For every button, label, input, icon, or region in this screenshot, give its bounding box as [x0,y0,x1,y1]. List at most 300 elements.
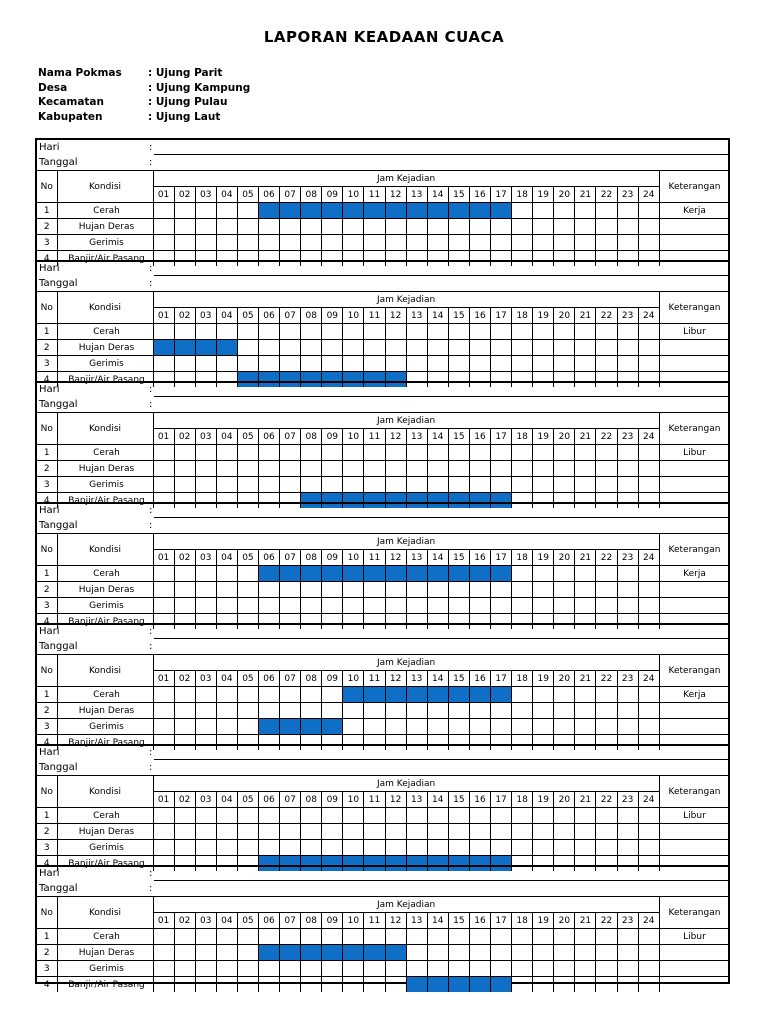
hour-cell[interactable] [364,840,385,856]
hour-cell[interactable] [237,945,258,961]
hour-cell[interactable] [575,477,596,493]
hour-cell-filled[interactable] [406,203,427,219]
hour-cell[interactable] [280,445,301,461]
hour-cell[interactable] [343,461,364,477]
hour-cell[interactable] [596,840,617,856]
hour-cell[interactable] [533,977,554,993]
hour-cell-filled[interactable] [301,945,322,961]
hour-cell[interactable] [153,582,174,598]
hour-cell-filled[interactable] [427,687,448,703]
keterangan-cell[interactable] [659,598,729,614]
hour-cell[interactable] [258,977,279,993]
hour-cell[interactable] [364,219,385,235]
hour-cell-filled[interactable] [469,566,490,582]
hour-cell[interactable] [216,824,237,840]
hour-cell[interactable] [427,235,448,251]
hour-cell[interactable] [638,824,659,840]
hour-cell[interactable] [195,219,216,235]
hour-cell[interactable] [617,461,638,477]
hour-cell[interactable] [343,961,364,977]
hour-cell[interactable] [385,324,406,340]
hour-cell[interactable] [512,598,533,614]
hour-cell[interactable] [174,824,195,840]
hour-cell[interactable] [596,340,617,356]
hour-cell[interactable] [427,961,448,977]
hour-cell[interactable] [280,808,301,824]
hour-cell[interactable] [174,808,195,824]
hour-cell-filled[interactable] [301,566,322,582]
hour-cell[interactable] [364,703,385,719]
hour-cell[interactable] [575,929,596,945]
hour-cell[interactable] [617,703,638,719]
hour-cell[interactable] [322,598,343,614]
hour-cell[interactable] [638,703,659,719]
hour-cell[interactable] [322,824,343,840]
hour-cell[interactable] [554,477,575,493]
hour-cell[interactable] [237,687,258,703]
hour-cell[interactable] [258,582,279,598]
hour-cell[interactable] [301,840,322,856]
hour-cell[interactable] [617,445,638,461]
hour-cell[interactable] [533,445,554,461]
hour-cell[interactable] [385,703,406,719]
hour-cell[interactable] [322,356,343,372]
hour-cell[interactable] [343,340,364,356]
hour-cell[interactable] [153,703,174,719]
hour-cell[interactable] [322,477,343,493]
hour-cell[interactable] [512,945,533,961]
hour-cell[interactable] [448,356,469,372]
hour-cell[interactable] [216,324,237,340]
hour-cell[interactable] [448,719,469,735]
hour-cell[interactable] [343,703,364,719]
hour-cell[interactable] [258,824,279,840]
hour-cell-filled[interactable] [385,203,406,219]
keterangan-cell[interactable]: Libur [659,445,729,461]
hour-cell[interactable] [237,461,258,477]
hour-cell[interactable] [216,840,237,856]
hour-cell[interactable] [195,356,216,372]
hour-cell[interactable] [575,808,596,824]
hour-cell[interactable] [322,687,343,703]
hour-cell[interactable] [322,808,343,824]
hour-cell[interactable] [322,840,343,856]
hour-cell-filled[interactable] [491,687,512,703]
hour-cell[interactable] [533,703,554,719]
hour-cell[interactable] [448,961,469,977]
hour-cell[interactable] [617,324,638,340]
hour-cell[interactable] [512,356,533,372]
hour-cell[interactable] [216,356,237,372]
hour-cell[interactable] [343,582,364,598]
hour-cell[interactable] [216,235,237,251]
hour-cell[interactable] [301,961,322,977]
hour-cell[interactable] [153,945,174,961]
hour-cell-filled[interactable] [322,203,343,219]
keterangan-cell[interactable] [659,477,729,493]
hour-cell[interactable] [448,824,469,840]
hour-cell[interactable] [469,445,490,461]
hour-cell[interactable] [406,477,427,493]
hour-cell[interactable] [195,824,216,840]
hour-cell[interactable] [322,977,343,993]
hour-cell[interactable] [174,977,195,993]
hour-cell[interactable] [617,598,638,614]
hour-cell[interactable] [638,582,659,598]
hour-cell[interactable] [596,687,617,703]
hour-cell[interactable] [617,566,638,582]
hour-cell[interactable] [216,719,237,735]
hour-cell[interactable] [469,235,490,251]
hour-cell-filled[interactable] [343,687,364,703]
hour-cell[interactable] [554,961,575,977]
hour-cell[interactable] [638,687,659,703]
hour-cell[interactable] [554,445,575,461]
hour-cell-filled[interactable] [491,566,512,582]
hour-cell[interactable] [280,324,301,340]
hour-cell[interactable] [174,445,195,461]
hour-cell[interactable] [469,961,490,977]
hour-cell[interactable] [153,929,174,945]
hour-cell[interactable] [174,945,195,961]
hour-cell[interactable] [322,582,343,598]
hour-cell[interactable] [575,703,596,719]
hour-cell[interactable] [322,929,343,945]
hour-cell-filled[interactable] [343,566,364,582]
hour-cell[interactable] [322,961,343,977]
hour-cell[interactable] [617,219,638,235]
hour-cell[interactable] [258,356,279,372]
hour-cell[interactable] [448,340,469,356]
hour-cell[interactable] [195,929,216,945]
hour-cell-filled[interactable] [301,719,322,735]
hour-cell[interactable] [512,977,533,993]
hour-cell[interactable] [617,929,638,945]
hour-cell-filled[interactable] [153,340,174,356]
hour-cell[interactable] [174,203,195,219]
hour-cell-filled[interactable] [491,203,512,219]
hour-cell[interactable] [343,840,364,856]
hour-cell[interactable] [153,235,174,251]
hour-cell[interactable] [617,477,638,493]
hour-cell[interactable] [343,445,364,461]
hour-cell[interactable] [385,461,406,477]
hour-cell[interactable] [237,703,258,719]
hour-cell[interactable] [596,929,617,945]
hour-cell[interactable] [469,929,490,945]
keterangan-cell[interactable]: Kerja [659,203,729,219]
hour-cell[interactable] [301,929,322,945]
hour-cell[interactable] [385,808,406,824]
hour-cell[interactable] [364,961,385,977]
hour-cell[interactable] [258,598,279,614]
hour-cell[interactable] [195,582,216,598]
hour-cell[interactable] [153,566,174,582]
hour-cell[interactable] [617,824,638,840]
hour-cell[interactable] [385,235,406,251]
hour-cell[interactable] [533,356,554,372]
hour-cell[interactable] [216,203,237,219]
hour-cell[interactable] [153,445,174,461]
hour-cell[interactable] [617,945,638,961]
hour-cell[interactable] [195,977,216,993]
hour-cell[interactable] [638,719,659,735]
hour-cell[interactable] [174,719,195,735]
hour-cell[interactable] [512,703,533,719]
hour-cell-filled[interactable] [427,203,448,219]
hour-cell[interactable] [195,808,216,824]
keterangan-cell[interactable] [659,824,729,840]
keterangan-cell[interactable] [659,219,729,235]
hour-cell[interactable] [596,824,617,840]
hour-cell[interactable] [153,219,174,235]
hour-cell[interactable] [153,324,174,340]
hour-cell[interactable] [301,687,322,703]
hour-cell[interactable] [575,719,596,735]
hour-cell-filled[interactable] [364,566,385,582]
hour-cell[interactable] [301,340,322,356]
hour-cell[interactable] [406,824,427,840]
keterangan-cell[interactable] [659,340,729,356]
keterangan-cell[interactable] [659,235,729,251]
hour-cell[interactable] [427,445,448,461]
hour-cell[interactable] [512,203,533,219]
hour-cell-filled[interactable] [364,203,385,219]
hour-cell[interactable] [512,719,533,735]
hour-cell[interactable] [153,961,174,977]
hour-cell[interactable] [322,340,343,356]
hour-cell[interactable] [596,977,617,993]
hour-cell[interactable] [554,687,575,703]
hour-cell[interactable] [512,808,533,824]
hour-cell[interactable] [258,929,279,945]
hour-cell[interactable] [195,461,216,477]
hour-cell[interactable] [280,598,301,614]
hour-cell-filled[interactable] [427,566,448,582]
hour-cell[interactable] [174,566,195,582]
hour-cell[interactable] [596,235,617,251]
hour-cell[interactable] [469,824,490,840]
keterangan-cell[interactable] [659,703,729,719]
hour-cell[interactable] [575,687,596,703]
hour-cell[interactable] [364,929,385,945]
hour-cell[interactable] [195,235,216,251]
hour-cell[interactable] [575,445,596,461]
hour-cell[interactable] [617,977,638,993]
hour-cell[interactable] [448,324,469,340]
keterangan-cell[interactable] [659,582,729,598]
hour-cell[interactable] [533,340,554,356]
hour-cell[interactable] [617,719,638,735]
hour-cell[interactable] [406,235,427,251]
hour-cell[interactable] [301,235,322,251]
keterangan-cell[interactable] [659,719,729,735]
hour-cell[interactable] [575,461,596,477]
hour-cell[interactable] [153,719,174,735]
hour-cell[interactable] [301,324,322,340]
hour-cell[interactable] [322,461,343,477]
hour-cell[interactable] [237,324,258,340]
hour-cell[interactable] [469,219,490,235]
hour-cell[interactable] [575,582,596,598]
hour-cell[interactable] [385,719,406,735]
hour-cell[interactable] [153,356,174,372]
hour-cell[interactable] [491,477,512,493]
hour-cell[interactable] [153,687,174,703]
hour-cell[interactable] [280,477,301,493]
hour-cell[interactable] [491,945,512,961]
hour-cell[interactable] [195,840,216,856]
hour-cell[interactable] [469,840,490,856]
hour-cell[interactable] [280,703,301,719]
hour-cell[interactable] [448,235,469,251]
hour-cell[interactable] [554,356,575,372]
hour-cell[interactable] [153,977,174,993]
hour-cell[interactable] [237,824,258,840]
hour-cell[interactable] [533,566,554,582]
hour-cell[interactable] [617,687,638,703]
hour-cell[interactable] [575,340,596,356]
hour-cell[interactable] [406,945,427,961]
hour-cell[interactable] [237,566,258,582]
hour-cell[interactable] [533,687,554,703]
hour-cell[interactable] [512,687,533,703]
hour-cell[interactable] [554,977,575,993]
hour-cell[interactable] [533,324,554,340]
hour-cell-filled[interactable] [258,203,279,219]
hour-cell[interactable] [554,582,575,598]
hour-cell[interactable] [385,340,406,356]
hour-cell[interactable] [258,808,279,824]
hour-cell[interactable] [406,961,427,977]
hour-cell-filled[interactable] [280,566,301,582]
hour-cell[interactable] [385,445,406,461]
hour-cell-filled[interactable] [258,566,279,582]
hour-cell[interactable] [491,340,512,356]
hour-cell[interactable] [491,840,512,856]
hour-cell[interactable] [195,687,216,703]
hour-cell[interactable] [216,445,237,461]
hour-cell[interactable] [280,840,301,856]
keterangan-cell[interactable]: Libur [659,324,729,340]
hour-cell[interactable] [575,840,596,856]
hour-cell-filled[interactable] [280,719,301,735]
hour-cell[interactable] [258,461,279,477]
hour-cell[interactable] [596,566,617,582]
hour-cell[interactable] [258,235,279,251]
hour-cell[interactable] [596,961,617,977]
hour-cell-filled[interactable] [343,945,364,961]
hour-cell[interactable] [174,324,195,340]
hour-cell[interactable] [216,929,237,945]
hour-cell[interactable] [364,235,385,251]
hour-cell[interactable] [575,566,596,582]
hour-cell[interactable] [533,461,554,477]
hour-cell-filled[interactable] [280,945,301,961]
hour-cell[interactable] [469,582,490,598]
hour-cell[interactable] [533,945,554,961]
hour-cell[interactable] [491,719,512,735]
hour-cell[interactable] [364,324,385,340]
hour-cell[interactable] [322,703,343,719]
hour-cell-filled[interactable] [406,687,427,703]
hour-cell[interactable] [554,945,575,961]
hour-cell[interactable] [469,324,490,340]
hour-cell-filled[interactable] [301,203,322,219]
hour-cell[interactable] [216,219,237,235]
hour-cell[interactable] [638,808,659,824]
keterangan-cell[interactable]: Libur [659,808,729,824]
hour-cell[interactable] [617,356,638,372]
hour-cell[interactable] [280,461,301,477]
hour-cell[interactable] [237,340,258,356]
hour-cell[interactable] [343,219,364,235]
hour-cell[interactable] [554,203,575,219]
hour-cell[interactable] [406,356,427,372]
hour-cell[interactable] [448,477,469,493]
hour-cell[interactable] [533,203,554,219]
hour-cell[interactable] [385,598,406,614]
hour-cell[interactable] [638,203,659,219]
hour-cell-filled[interactable] [343,203,364,219]
hour-cell[interactable] [596,582,617,598]
keterangan-cell[interactable] [659,961,729,977]
hour-cell[interactable] [617,203,638,219]
hour-cell[interactable] [554,808,575,824]
hour-cell[interactable] [195,961,216,977]
hour-cell[interactable] [153,808,174,824]
hour-cell[interactable] [343,977,364,993]
hour-cell[interactable] [406,703,427,719]
hour-cell-filled[interactable] [469,687,490,703]
hour-cell[interactable] [638,340,659,356]
hour-cell[interactable] [174,461,195,477]
hour-cell[interactable] [512,582,533,598]
hour-cell[interactable] [575,203,596,219]
hour-cell[interactable] [216,598,237,614]
hour-cell[interactable] [554,219,575,235]
hour-cell[interactable] [406,445,427,461]
hour-cell[interactable] [448,929,469,945]
hour-cell[interactable] [195,203,216,219]
hour-cell[interactable] [554,840,575,856]
hour-cell[interactable] [638,929,659,945]
hour-cell[interactable] [448,461,469,477]
hour-cell-filled[interactable] [258,945,279,961]
hour-cell[interactable] [638,445,659,461]
hour-cell[interactable] [575,977,596,993]
hour-cell[interactable] [385,477,406,493]
hour-cell[interactable] [448,219,469,235]
hour-cell[interactable] [469,340,490,356]
hour-cell[interactable] [301,356,322,372]
hour-cell[interactable] [364,808,385,824]
hour-cell[interactable] [533,235,554,251]
hour-cell[interactable] [280,977,301,993]
hour-cell[interactable] [301,703,322,719]
hour-cell[interactable] [427,324,448,340]
hour-cell[interactable] [174,219,195,235]
hour-cell[interactable] [617,808,638,824]
hour-cell[interactable] [533,824,554,840]
hour-cell[interactable] [533,840,554,856]
hour-cell[interactable] [301,808,322,824]
hour-cell[interactable] [512,340,533,356]
hour-cell[interactable] [617,582,638,598]
hour-cell[interactable] [216,582,237,598]
hour-cell[interactable] [596,445,617,461]
hour-cell[interactable] [216,808,237,824]
